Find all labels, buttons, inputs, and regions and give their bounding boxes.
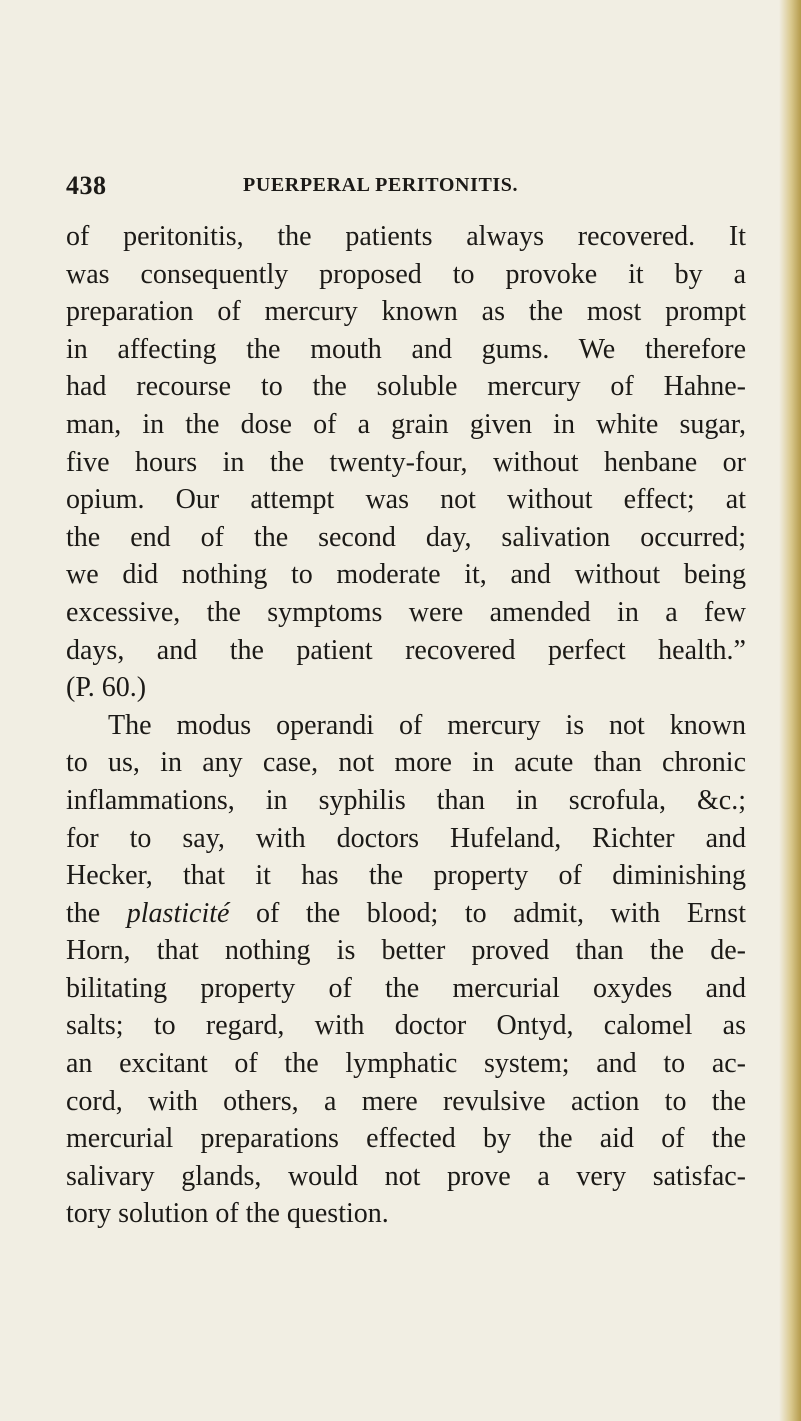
text-line: Horn, that nothing is better proved than the de- [66,935,746,967]
text-line: of peritonitis, the patients always recovered. It [66,221,746,252]
text-line: opium. Our attempt was not without effect; at [66,484,746,516]
body-text [66,218,746,1233]
text-line: tory solution of the question. [66,1198,389,1230]
text-line: five hours in the twenty-four, without henbane or [66,446,746,478]
text-line-with-italic [66,895,746,933]
italic-term: plasticité [126,897,230,929]
text-line: for to say, with doctors Hufeland, Richter and [66,822,746,854]
running-title: PUERPERAL PERITONITIS. [243,174,519,196]
text-line: bilitating property of the mercurial oxydes and [66,972,746,1004]
text-line: had recourse to the soluble mercury of Hahne- [66,371,746,403]
text-line: days, and the patient recovered perfect health.” [66,634,746,666]
text-line: an excitant of the lymphatic system; and to ac- [66,1048,746,1080]
text-line: we did nothing to moderate it, and without being [66,559,746,591]
citation-line: (P. 60.) [66,672,147,704]
text-line: was consequently proposed to provoke it by a [66,258,746,290]
text-line: in affecting the mouth and gums. We therefore [66,333,746,365]
page-number: 438 [66,171,107,200]
paragraph-start-line: The modus operandi of mercury is not known [108,709,746,741]
text-line: preparation of mercury known as the most prompt [66,296,746,328]
text-line: man, in the dose of a grain given in white sugar, [66,408,746,440]
text-line: salivary glands, would not prove a very satisfac- [66,1160,746,1192]
text-line: salts; to regard, with doctor Ontyd, calomel as [66,1010,746,1042]
text-line: mercurial preparations effected by the aid of the [66,1123,746,1155]
text-line: Hecker, that it has the property of diminishing [66,860,746,892]
text-segment: the [66,897,127,929]
text-segment: of the blood; to admit, with Ernst [229,897,746,929]
text-line: cord, with others, a mere revulsive action to the [66,1085,746,1117]
text-line: the end of the second day, salivation occurred; [66,521,746,553]
text-line: inflammations, in syphilis than in scrofula, &c.; [66,784,746,816]
text-line: excessive, the symptoms were amended in a few [66,596,746,628]
page-edge-shadow [779,0,801,1421]
text-line: to us, in any case, not more in acute than chronic [66,747,746,779]
running-head [66,171,746,201]
